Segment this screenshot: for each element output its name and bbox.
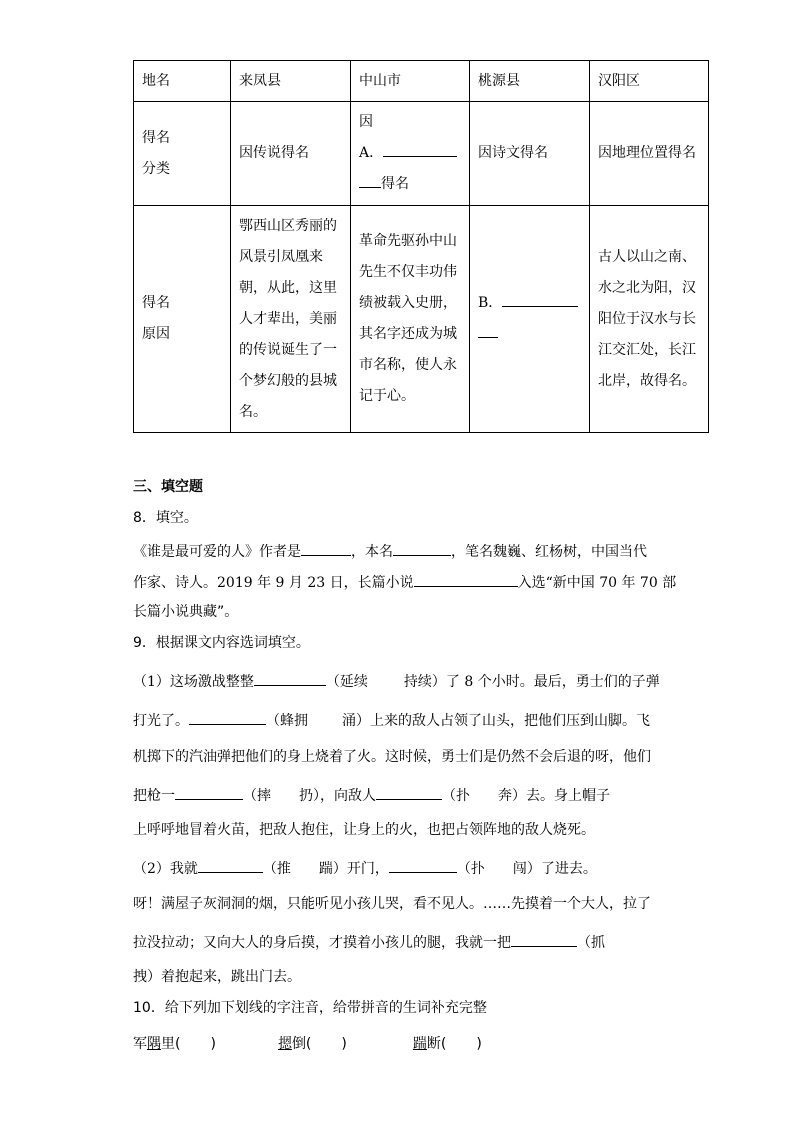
cell-laifeng-category: 因传说得名 xyxy=(231,102,351,206)
q9-p1-line2 xyxy=(133,708,650,730)
text: 闯）了进去。 xyxy=(512,861,597,877)
text: （蜂拥 xyxy=(266,713,308,729)
q9-blank-1[interactable] xyxy=(254,669,326,686)
text: 倒( xyxy=(291,1036,312,1052)
cell-text: 得名 xyxy=(381,176,409,192)
q9-blank-4[interactable] xyxy=(376,783,442,800)
cell-hanyang-reason xyxy=(590,206,709,433)
header-hanyang: 汉阳区 xyxy=(590,61,709,102)
text: 里( xyxy=(161,1036,181,1052)
q9-p2-line1 xyxy=(133,856,597,878)
text: ) xyxy=(476,1036,482,1052)
cell-zhongshan-category xyxy=(351,102,470,206)
text: 《谁是最可爱的人》作者是 xyxy=(133,544,301,560)
row-label-category xyxy=(134,102,231,206)
blank-a-line-cont[interactable] xyxy=(359,173,381,188)
text: ) xyxy=(341,1036,347,1052)
q9-blank-2[interactable] xyxy=(189,708,266,725)
text: 踹）开门， xyxy=(318,861,389,877)
text: （1）这场激战整整 xyxy=(133,674,254,690)
text: （扑 xyxy=(442,788,470,804)
q8-number: 8．填空。 xyxy=(133,510,198,526)
text: 涌）上来的敌人占领了山头，把他们压到山脚。飞 xyxy=(342,713,650,729)
q9-blank-7[interactable] xyxy=(511,930,577,947)
text: 拉没拉动；又向大人的身后摸，才摸着小孩儿的腿，我就一把 xyxy=(133,935,511,951)
blank-a-line[interactable] xyxy=(383,142,457,157)
header-zhongshan: 中山市 xyxy=(351,61,470,102)
q9-p2-line2: 呀！满屋子灰洞洞的烟，只能听见小孩儿哭，看不见人。……先摸着一个大人，拉了 xyxy=(133,896,651,912)
label-line: 得名 xyxy=(142,295,170,311)
text-line: 个梦幻般的县城 xyxy=(239,372,337,389)
blank-b-line-cont[interactable] xyxy=(478,323,498,338)
text-line: 记于心。 xyxy=(359,388,415,404)
q8-line1 xyxy=(133,539,647,561)
cell-taoyuan-reason xyxy=(470,206,590,433)
q8-line3: 长篇小说典藏”。 xyxy=(133,604,239,620)
text: （扑 xyxy=(456,861,485,877)
text: ，笔名魏巍、红杨树，中国当代 xyxy=(451,544,647,560)
text-line: 北岸，故得名。 xyxy=(598,372,696,389)
q9-p1-line1 xyxy=(133,669,660,691)
header-laifeng: 来凤县 xyxy=(231,61,351,102)
text-line: 水之北为阳，汉 xyxy=(598,279,696,296)
q8-blank-realname[interactable] xyxy=(393,539,451,556)
text: （抓 xyxy=(577,935,605,951)
header-place: 地名 xyxy=(134,61,231,102)
q9-number: 9．根据课文内容选词填空。 xyxy=(133,635,310,651)
text-line: 风景引凤凰来 xyxy=(239,248,323,265)
q9-p1-line3: 机掷下的汽油弹把他们的身上烧着了火。这时候，勇士们是仍然不会后退的呀，他们 xyxy=(133,749,651,765)
place-name-table xyxy=(133,60,709,433)
text: ) xyxy=(210,1036,216,1052)
text-line: 阳位于汉水与长 xyxy=(598,310,696,327)
text: 奔）去。身上帽子 xyxy=(498,788,610,804)
text: 入选“新中国 70 年 70 部 xyxy=(517,575,677,591)
label-line: 分类 xyxy=(142,160,170,177)
label-line: 得名 xyxy=(142,129,170,146)
q10-words xyxy=(133,1033,482,1053)
text-line: 市名称，使人永 xyxy=(359,357,457,373)
q9-p1-line5: 上呼呼地冒着火苗，把敌人抱住，让身上的火，也把占领阵地的敌人烧死。 xyxy=(133,822,595,838)
q9-blank-5[interactable] xyxy=(198,856,263,873)
text: ，本名 xyxy=(351,544,393,560)
text-line: 人才辈出，美丽 xyxy=(239,310,337,327)
text-line: 先生不仅丰功伟 xyxy=(359,264,457,280)
blank-label-a: A． xyxy=(359,145,384,161)
text: 军 xyxy=(133,1036,147,1052)
text: 扔），向敌人 xyxy=(299,788,376,804)
q8-blank-novel[interactable] xyxy=(414,570,518,587)
cell-zhongshan-reason xyxy=(351,206,470,433)
text: 把枪一 xyxy=(133,788,175,804)
text: （推 xyxy=(262,861,291,877)
q9-p1-line4 xyxy=(133,783,610,805)
text: 作家、诗人。2019 年 9 月 23 日，长篇小说 xyxy=(133,575,414,591)
q9-p2-line4: 拽）着抱起来，跳出门去。 xyxy=(133,969,301,985)
text: 断( xyxy=(426,1036,447,1052)
text: 持续）了 8 个小时。最后，勇士们的子弹 xyxy=(403,674,660,690)
text: （2）我就 xyxy=(133,861,198,877)
q9-blank-6[interactable] xyxy=(389,856,457,873)
cell-text: 因 xyxy=(359,114,373,130)
text-line: 古人以山之南、 xyxy=(598,248,696,265)
underlined-char: 摁 xyxy=(277,1036,292,1052)
text-line: 的传说诞生了一 xyxy=(239,341,337,358)
cell-laifeng-reason xyxy=(231,206,351,433)
text-line: 名。 xyxy=(239,403,267,420)
q9-blank-3[interactable] xyxy=(175,783,243,800)
text-line: 江交汇处，长江 xyxy=(598,341,696,358)
text-line: 绩被载入史册， xyxy=(359,295,457,311)
text: （延续 xyxy=(325,674,368,690)
text-line: 朝，从此，这里 xyxy=(239,279,337,296)
cell-taoyuan-category: 因诗文得名 xyxy=(470,102,590,206)
label-line: 原因 xyxy=(142,326,170,342)
text-line: 鄂西山区秀丽的 xyxy=(239,217,337,234)
underlined-char: 踹 xyxy=(412,1036,427,1052)
text: 打光了。 xyxy=(133,713,189,729)
text: （摔 xyxy=(243,788,271,804)
text-line: 革命先驱孙中山 xyxy=(359,233,457,249)
q8-line2 xyxy=(133,570,676,592)
blank-label-b: B． xyxy=(478,295,503,311)
header-taoyuan: 桃源县 xyxy=(470,61,590,102)
q9-p2-line3 xyxy=(133,930,605,952)
q8-blank-author[interactable] xyxy=(301,539,351,556)
q10-number: 10．给下列加下划线的字注音，给带拼音的生词补充完整 xyxy=(133,1000,487,1016)
section-title: 三、填空题 xyxy=(133,479,203,495)
row-label-reason xyxy=(134,206,231,433)
blank-b-line[interactable] xyxy=(502,292,578,307)
underlined-char: 隅 xyxy=(147,1036,161,1052)
text-line: 其名字还成为城 xyxy=(359,326,457,342)
cell-hanyang-category: 因地理位置得名 xyxy=(590,102,709,206)
